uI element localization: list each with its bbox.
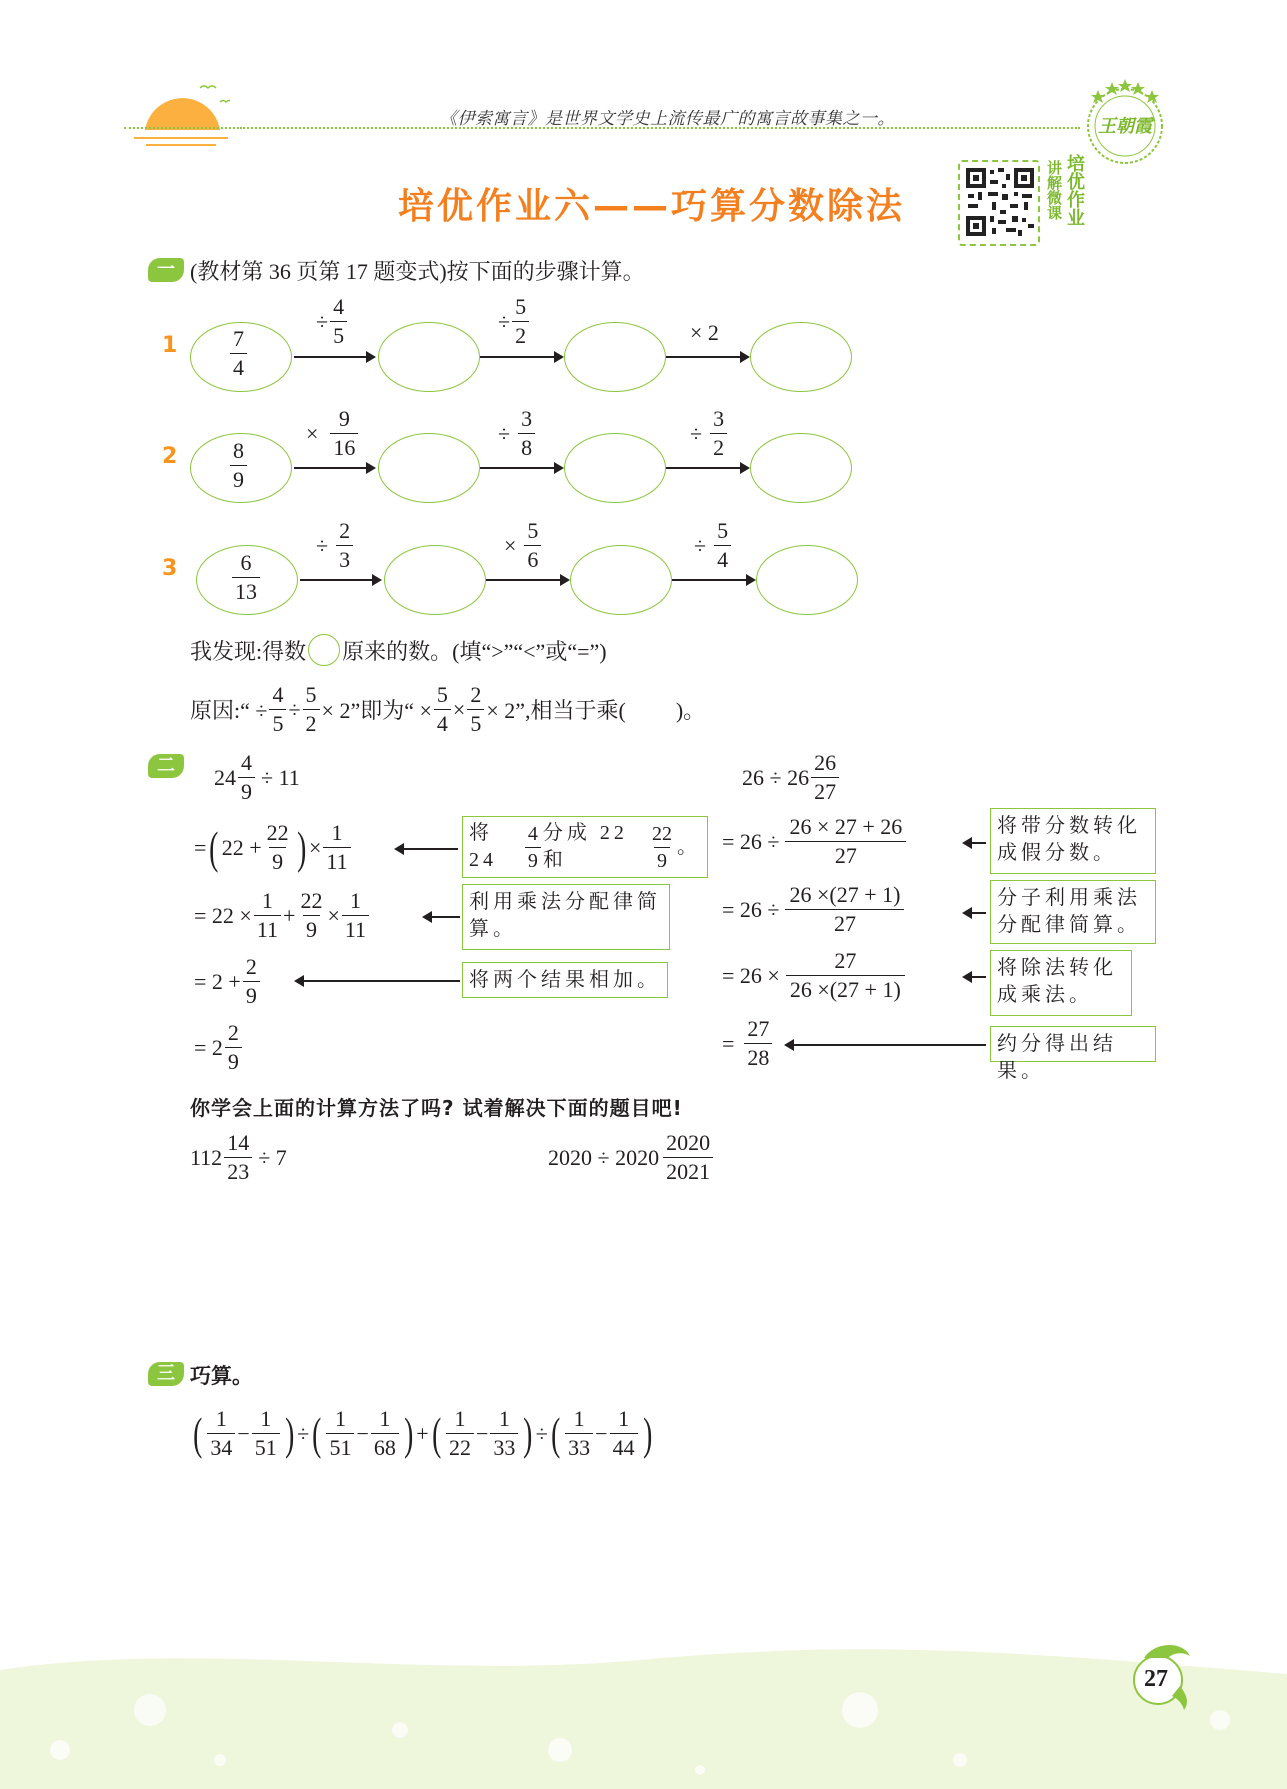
qr-label-right: 培优作业 <box>1064 154 1085 226</box>
logo-text: 王朝霞 <box>1098 116 1152 137</box>
section3-instruction: 巧算。 <box>190 1364 253 1388</box>
qr-label-left: 讲解微课 <box>1045 160 1063 220</box>
bird-icon <box>200 86 216 88</box>
answer-oval[interactable] <box>750 322 852 392</box>
note-right-3: 将除法转化成乘法。 <box>990 950 1132 1016</box>
work-area[interactable] <box>190 1190 1090 1340</box>
qr-code-icon[interactable] <box>964 166 1036 238</box>
note-left-3: 将两个结果相加。 <box>462 962 668 998</box>
header-tagline: 《伊索寓言》是世界文学史上流传最广的寓言故事集之一。 <box>440 109 895 128</box>
practice-problem-1: 112 $\frac{14}{23}$ ÷ 7 <box>190 1130 287 1184</box>
left-result: = 2 $\frac{2}{9}$ <box>194 1022 244 1073</box>
step-operator: ÷ $\frac{5}{2}$ <box>498 296 531 347</box>
practice-problem-2: 2020 ÷ 2020 $\frac{2020}{2021}$ <box>548 1132 715 1183</box>
left-step-1: = ( 22 + $\frac{22}{9}$ ) × $\frac{1}{11}$ <box>194 822 353 873</box>
right-step-2: = 26 ÷ $\frac{26 \times(27 + 1)}{27}$ <box>722 884 906 935</box>
section-badge-3: 三 <box>148 1362 184 1386</box>
note-arrow <box>424 916 460 918</box>
section-badge-1: 一 <box>148 258 184 282</box>
discover-line: 我发现:得数 原来的数。(填“>”“<”或“=”) <box>190 634 607 666</box>
page-number: 27 <box>1144 1666 1168 1692</box>
sunrise-icon <box>120 78 230 148</box>
note-left-2: 利用乘法分配律简算。 <box>462 884 670 950</box>
step-arrow <box>666 356 748 358</box>
step-operator: ÷ $\frac{3}{2}$ <box>690 408 729 459</box>
answer-oval[interactable] <box>378 433 480 503</box>
step-operator: × $\frac{9}{16}$ <box>306 408 360 459</box>
row-number: 3 <box>162 556 178 581</box>
left-step-3: = 2 + $\frac{2}{9}$ <box>194 956 262 1007</box>
step-operator: ÷ $\frac{3}{8}$ <box>498 408 537 459</box>
start-fraction: $\frac{7}{4}$ <box>228 328 249 379</box>
answer-oval[interactable] <box>564 322 666 392</box>
page-title: 培优作业六——巧算分数除法 <box>398 186 906 227</box>
answer-oval[interactable] <box>756 545 858 615</box>
answer-oval[interactable] <box>384 545 486 615</box>
reason-line: 原因:“ ÷ $\frac{4}{5}$ ÷ $\frac{5}{2}$ × 2”即为“ × $\frac{5}{4}$ × $\frac{2}{5}$ × 2”,相当于乘( )。 <box>190 682 706 736</box>
step-arrow <box>300 579 380 581</box>
step-arrow <box>480 467 562 469</box>
step-operator: × 2 <box>690 320 719 345</box>
note-arrow <box>396 848 458 850</box>
left-problem-head: 24 $\frac{4}{9}$ ÷ 11 <box>214 750 300 804</box>
compare-circle-input[interactable] <box>308 634 340 666</box>
step-arrow <box>672 579 754 581</box>
answer-oval[interactable] <box>570 545 672 615</box>
start-fraction: $\frac{8}{9}$ <box>228 440 249 491</box>
step-operator: ÷ $\frac{5}{4}$ <box>694 520 733 571</box>
section-badge-2: 二 <box>148 754 184 778</box>
row-number: 2 <box>162 444 178 469</box>
row-number: 1 <box>162 333 178 358</box>
answer-oval[interactable] <box>564 433 666 503</box>
right-step-1: = 26 ÷ $\frac{26 \times 27 + 26}{27}$ <box>722 816 908 867</box>
left-step-2: = 22 × $\frac{1}{11}$ + $\frac{22}{9}$ × $\frac{1}{11}$ <box>194 890 371 941</box>
step-arrow <box>294 356 374 358</box>
note-arrow <box>964 842 986 844</box>
step-operator: × $\frac{5}{6}$ <box>504 520 543 571</box>
practice-prompt: 你学会上面的计算方法了吗? 试着解决下面的题目吧! <box>190 1096 683 1120</box>
step-operator: ÷ $\frac{4}{5}$ <box>316 296 349 347</box>
section3-expression: ( $\frac{1}{34}$ − $\frac{1}{51}$ ) ÷ ( $\frac{1}{51}$ − $\frac{1}{68}$ ) + ( $\frac{1}{22}$ − $\frac{1}{33}$ ) ÷ ( $\frac{1}{33}$ − $\frac{1}{44}$ ) <box>193 1406 652 1460</box>
publisher-logo <box>1080 76 1170 166</box>
right-step-3: = 26 × $\frac{27}{26 \times(27 + 1)}$ <box>722 950 907 1001</box>
step-arrow <box>666 467 748 469</box>
footer-wave <box>0 1640 1287 1789</box>
right-result: = $\frac{27}{28}$ <box>722 1018 774 1069</box>
answer-oval[interactable] <box>378 322 480 392</box>
note-right-2: 分子利用乘法分配律简算。 <box>990 880 1156 944</box>
step-arrow <box>480 356 562 358</box>
note-left-1: 将 24 $\frac{4}{9}$ 分成 22 和 $\frac{22}{9}$ 。 <box>462 816 708 878</box>
section1-instruction: (教材第 36 页第 17 题变式)按下面的步骤计算。 <box>190 259 645 284</box>
note-right-1: 将带分数转化成假分数。 <box>990 808 1156 874</box>
note-arrow <box>964 912 986 914</box>
start-fraction: $\frac{6}{13}$ <box>230 552 262 603</box>
note-arrow <box>296 980 460 982</box>
step-operator: ÷ $\frac{2}{3}$ <box>316 520 355 571</box>
note-arrow <box>786 1044 986 1046</box>
right-problem-head: 26 ÷ 26 $\frac{26}{27}$ <box>742 752 841 803</box>
step-arrow <box>294 467 374 469</box>
note-right-4: 约分得出结果。 <box>990 1026 1156 1062</box>
step-arrow <box>486 579 568 581</box>
note-arrow <box>964 976 986 978</box>
answer-oval[interactable] <box>750 433 852 503</box>
